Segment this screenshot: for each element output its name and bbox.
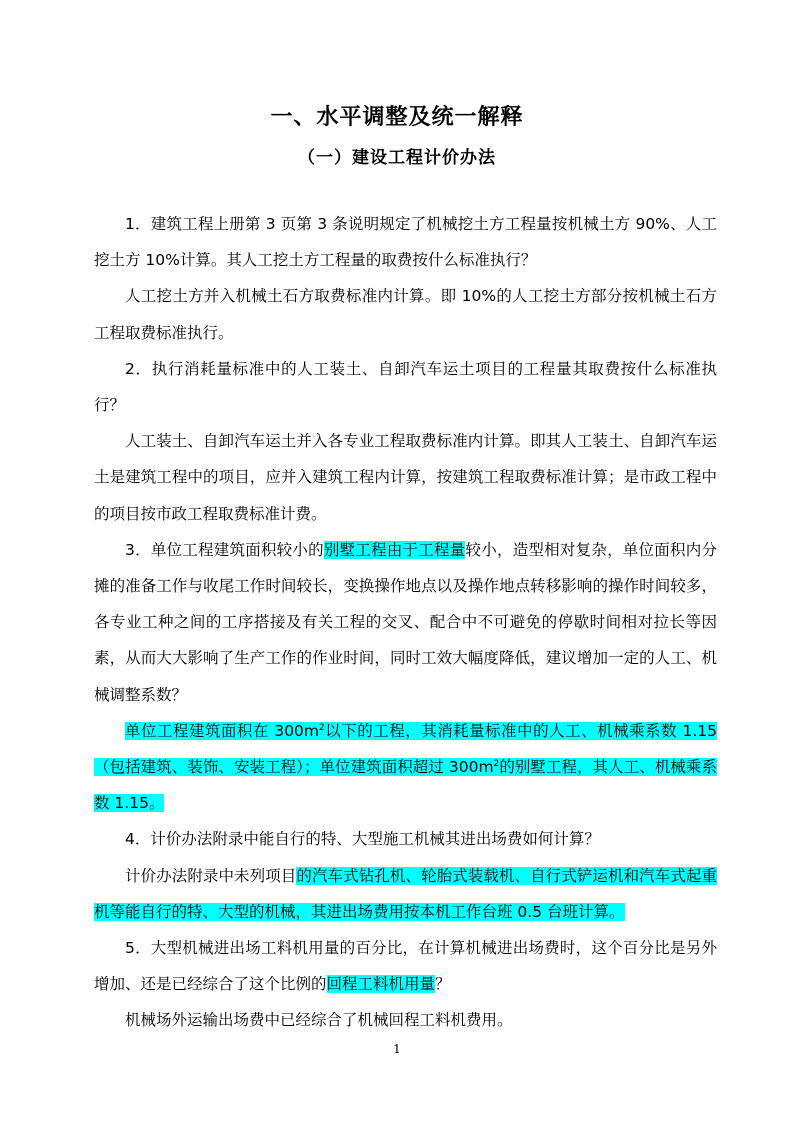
answer-2: 人工装土、自卸汽车运土并入各专业工程取费标准内计算。即其人工装土、自卸汽车运土是建筑工程中的项目，应并入建筑工程内计算，按建筑工程取费标准计算；是市政工程中的项目按市政工程取费标准计费。	[94, 432, 717, 523]
answer-3	[94, 713, 717, 822]
question-3-text-a: 3．单位工程建筑面积较小的	[125, 540, 324, 559]
superscript-2: 2	[493, 759, 500, 770]
answer-3-text-b: 以下的工程，其消耗量标准中的人工、机械乘系数 1.15（包括建筑、装饰、安装工程）；单位建筑面积超过 300m	[94, 721, 717, 777]
answer-4-text-a: 计价办法附录中未列项目	[125, 866, 297, 885]
question-5-text-a: 5．大型机械进出场工料机用量的百分比，在计算机械进出场费时，这个百分比是另外增加、还是已经综合了这个比例的	[94, 939, 717, 994]
question-5-highlight: 回程工料机用量	[326, 975, 436, 994]
document-body	[94, 206, 717, 1039]
question-4: 4．计价办法附录中能自行的特、大型施工机械其进出场费如何计算？	[125, 830, 600, 849]
answer-4-highlight: 的汽车式钻孔机、轮胎式装载机、自行式铲运机和汽车式起重机等能自行的特、大型的机械，其进出场费用按本机工作台班 0.5 台班计算。	[94, 866, 717, 921]
page-title: 一、水平调整及统一解释	[270, 105, 524, 130]
answer-3-text-c: 的别墅工程，其人工、机械乘系数 1.15。	[94, 758, 717, 813]
question-1: 1．建筑工程上册第 3 页第 3 条说明规定了机械挖土方工程量按机械土方 90%、人工挖土方 10%计算。其人工挖土方工程量的取费按什么标准执行？	[94, 215, 717, 270]
question-3	[94, 532, 717, 713]
answer-1: 人工挖土方并入机械土石方取费标准内计算。即 10%的人工挖土方部分按机械土石方工程取费标准执行。	[94, 287, 717, 342]
superscript-1: 2	[319, 722, 325, 733]
question-5-text-c: ？	[435, 975, 451, 994]
answer-3-text-a: 单位工程建筑面积在 300m	[125, 721, 320, 740]
answer-3-highlight-a	[94, 722, 717, 812]
answer-5: 机械场外运输出场费中已经综合了机械回程工料机费用。	[125, 1011, 513, 1030]
question-2: 2．执行消耗量标准中的人工装土、自卸汽车运土项目的工程量其取费按什么标准执行？	[94, 359, 717, 415]
section-subtitle: （一）建设工程计价办法	[298, 148, 496, 168]
page-number: 1	[393, 1042, 401, 1056]
question-3-highlight: 别墅工程由于工程量	[323, 540, 466, 559]
answer-4	[94, 858, 717, 930]
question-3-text-c: 较小，造型相对复杂，单位面积内分摊的准备工作与收尾工作时间较长，变换操作地点以及操作地点转移影响的操作时间较多，各专业工种之间的工序搭接及有关工程的交叉、配合中不可避免的停歇时间相对拉长等因素，从而大大影响了生产工作的作业时间，同时工效大幅度降低，建议增加一定的人工、机械调整系数？	[94, 540, 717, 704]
question-5	[94, 930, 717, 1002]
